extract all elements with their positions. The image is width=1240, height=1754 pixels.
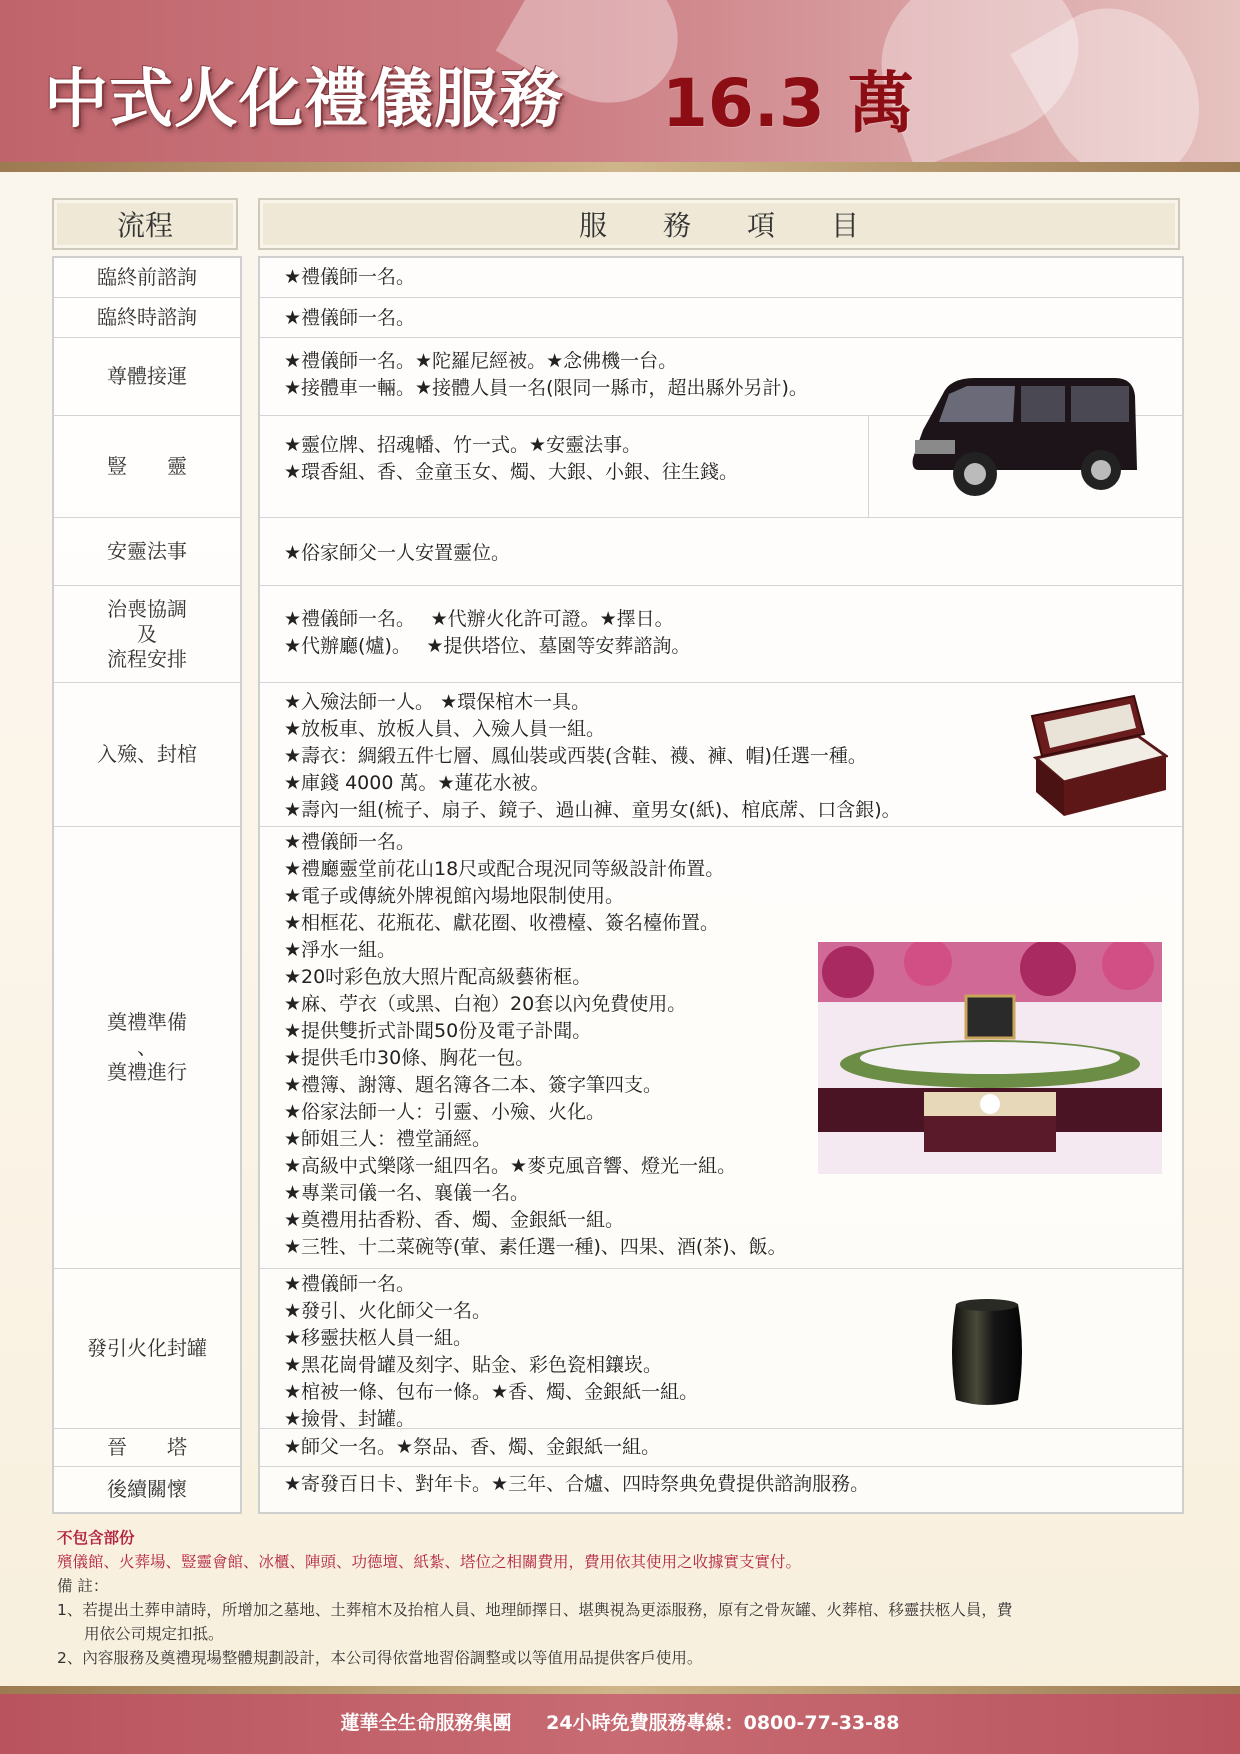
service-item: ★靈位牌、招魂幡、竹一式。★安靈法事。	[284, 434, 642, 456]
service-item: ★師父一名。★祭品、香、燭、金銀紙一組。	[284, 1436, 661, 1458]
package-price: 16.3 萬	[662, 65, 914, 142]
service-item: ★專業司儀一名、襄儀一名。	[284, 1182, 530, 1204]
service-item: ★代辦廳(爐)。 ★提供塔位、墓園等安葬諮詢。	[284, 635, 691, 657]
service-item: ★壽內一組(梳子、扇子、鏡子、過山褲、童男女(紙)、棺底蓆、口含銀)。	[284, 799, 901, 821]
service-item: ★黑花崗骨罐及刻字、貼金、彩色瓷相鑲崁。	[284, 1354, 663, 1376]
remarks-title: 備 註：	[57, 1577, 109, 1595]
van-hubcap	[1091, 460, 1111, 480]
footer-band	[0, 1686, 1240, 1754]
service-item: ★入殮法師一人。 ★環保棺木一具。	[284, 691, 591, 713]
service-row	[260, 586, 1182, 683]
service-item: ★20吋彩色放大照片配高級藝術框。	[284, 966, 592, 988]
service-item: ★放板車、放板人員、入殮人員一組。	[284, 718, 606, 740]
service-item: ★高級中式樂隊一組四名。★麥克風音響、燈光一組。	[284, 1155, 737, 1177]
service-row	[260, 258, 1182, 298]
service-item: ★禮儀師一名。	[284, 307, 416, 329]
service-item: ★禮儀師一名。	[284, 831, 416, 853]
van-grille	[915, 440, 955, 454]
service-item: ★淨水一組。	[284, 939, 397, 961]
urn-image	[948, 1296, 1026, 1410]
service-item: ★壽衣：綢緞五件七層、鳳仙裝或西裝(含鞋、襪、褲、帽)任選一種。	[284, 745, 867, 767]
flower-arrangement	[860, 1042, 1120, 1074]
service-row	[260, 1269, 1182, 1429]
blossom-cluster	[822, 946, 874, 998]
service-item: ★撿骨、封罐。	[284, 1408, 416, 1430]
service-item: ★俗家法師一人：引靈、小殮、火化。	[284, 1101, 606, 1123]
service-item: ★禮儀師一名。★陀羅尼經被。★念佛機一台。	[284, 350, 678, 372]
service-item: ★禮儀師一名。	[284, 1273, 416, 1295]
urn-body	[952, 1300, 1022, 1405]
urn-lid	[956, 1299, 1018, 1311]
step-label: 治喪協調 及 流程安排	[54, 586, 240, 683]
step-label: 晉 塔	[54, 1429, 240, 1467]
funeral-altar-image	[818, 942, 1162, 1174]
process-column	[52, 256, 242, 1514]
process-column-header: 流程	[52, 198, 238, 250]
service-item: ★禮儀師一名。	[284, 266, 416, 288]
service-item: ★麻、苧衣（或黑、白袍）20套以內免費使用。	[284, 993, 687, 1015]
company-name: 蓮華全生命服務集團	[340, 1712, 512, 1734]
step-label: 發引火化封罐	[54, 1269, 240, 1429]
step-label: 臨終前諮詢	[54, 258, 240, 298]
service-item: ★接體車一輛。★接體人員一名(限同一縣市，超出縣外另計)。	[284, 377, 808, 399]
van-hubcap	[964, 463, 986, 485]
service-item: ★奠禮用拈香粉、香、燭、金銀紙一組。	[284, 1209, 625, 1231]
remark-2: 2、內容服務及奠禮現場整體規劃設計，本公司得依當地習俗調整或以等值用品提供客戶使用。	[57, 1649, 703, 1667]
step-label: 奠禮準備 、 奠禮進行	[54, 827, 240, 1269]
service-item: ★俗家師父一人安置靈位。	[284, 542, 511, 564]
service-item: ★提供雙折式訃聞50份及電子訃聞。	[284, 1020, 592, 1042]
step-label: 尊體接運	[54, 338, 240, 416]
notes-section	[57, 1526, 1177, 1670]
hearse-van-image	[905, 370, 1145, 504]
service-item: ★相框花、花瓶花、獻花圈、收禮檯、簽名檯佈置。	[284, 912, 720, 934]
van-window	[1021, 386, 1065, 422]
footer-text	[0, 1708, 1240, 1735]
hotline: 24小時免費服務專線：0800-77-33-88	[546, 1712, 900, 1734]
service-row	[260, 298, 1182, 338]
step-label: 安靈法事	[54, 518, 240, 586]
page-title: 中式火化禮儀服務	[44, 63, 564, 137]
van-window	[1071, 386, 1129, 422]
service-item: ★棺被一條、包布一條。★香、燭、金銀紙一組。	[284, 1381, 699, 1403]
excluded-text: 殯儀館、火葬場、豎靈會館、冰櫃、陣頭、功德壇、紙紮、塔位之相關費用，費用依其使用之收據實支實付。	[57, 1553, 802, 1571]
coffin-image	[1030, 692, 1168, 820]
service-item: ★禮儀師一名。 ★代辦火化許可證。★擇日。	[284, 608, 674, 630]
service-item: ★禮廳靈堂前花山18尺或配合現況同等級設計佈置。	[284, 858, 725, 880]
header-banner	[0, 0, 1240, 172]
service-item: ★三牲、十二菜碗等(葷、素任選一種)、四果、酒(茶)、飯。	[284, 1236, 787, 1258]
service-item: ★師姐三人：禮堂誦經。	[284, 1128, 492, 1150]
service-row	[260, 1429, 1182, 1467]
service-item: ★發引、火化師父一名。	[284, 1300, 492, 1322]
service-item: ★禮簿、謝簿、題名簿各二本、簽字筆四支。	[284, 1074, 663, 1096]
step-label: 入殮、封棺	[54, 683, 240, 827]
blossom-cluster	[1020, 942, 1076, 996]
service-row	[260, 1467, 1182, 1512]
portrait-frame	[966, 996, 1014, 1038]
altar-table	[924, 1116, 1056, 1152]
step-label: 豎 靈	[54, 416, 240, 518]
excluded-title: 不包含部份	[57, 1529, 135, 1547]
services-column-header: 服 務 項 目	[258, 198, 1180, 250]
service-item: ★寄發百日卡、對年卡。★三年、合爐、四時祭典免費提供諮詢服務。	[284, 1473, 870, 1495]
step-label: 後續關懷	[107, 1477, 187, 1501]
remark-1-continued: 用依公司規定扣抵。	[84, 1625, 224, 1643]
service-item: ★移靈扶柩人員一組。	[284, 1327, 473, 1349]
step-label: 臨終時諮詢	[54, 298, 240, 338]
remark-1: 1、若提出土葬申請時，所增加之墓地、土葬棺木及抬棺人員、地理師擇日、堪輿視為更添服務，原有之骨灰罐、火葬棺、移靈扶柩人員，費	[57, 1601, 1013, 1619]
service-item: ★電子或傳統外牌視館內場地限制使用。	[284, 885, 625, 907]
service-item: ★庫錢 4000 萬。★蓮花水被。	[284, 772, 550, 794]
service-item: ★提供毛巾30條、胸花一包。	[284, 1047, 535, 1069]
service-item: ★環香組、香、金童玉女、燭、大銀、小銀、往生錢。	[284, 461, 739, 483]
flower-ornament	[980, 1094, 1000, 1114]
service-row	[260, 518, 1182, 586]
